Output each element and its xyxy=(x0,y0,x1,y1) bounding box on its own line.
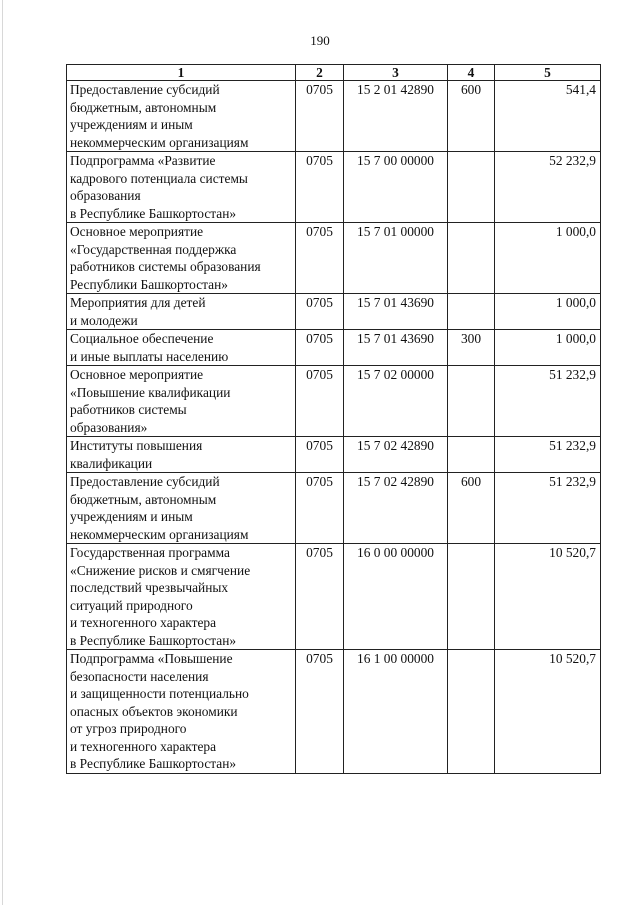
row-name-cell: Институты повышения квалификации xyxy=(67,437,296,473)
table-row xyxy=(67,294,601,330)
expense-type-cell xyxy=(448,152,495,223)
article-code-cell: 16 0 00 00000 xyxy=(344,544,448,650)
amount-cell: 1 000,0 xyxy=(495,330,601,366)
article-code-cell: 15 7 01 43690 xyxy=(344,330,448,366)
table-row xyxy=(67,81,601,152)
column-header-5: 5 xyxy=(495,65,601,81)
column-header-3: 3 xyxy=(344,65,448,81)
row-name-cell: Подпрограмма «Повышение безопасности населения и защищенности потенциально опасных объектов экономики от угроз природного и техногенного характера в Республике Башкортостан» xyxy=(67,650,296,774)
article-code-cell: 15 7 02 42890 xyxy=(344,473,448,544)
article-code-cell: 15 7 02 42890 xyxy=(344,437,448,473)
expense-type-cell xyxy=(448,366,495,437)
expense-type-cell xyxy=(448,544,495,650)
section-code-cell: 0705 xyxy=(296,223,344,294)
budget-table xyxy=(66,64,601,774)
table-row xyxy=(67,330,601,366)
expense-type-cell: 600 xyxy=(448,473,495,544)
table-row xyxy=(67,650,601,774)
row-name-cell: Социальное обеспечение и иные выплаты населению xyxy=(67,330,296,366)
article-code-cell: 15 2 01 42890 xyxy=(344,81,448,152)
table-row xyxy=(67,152,601,223)
section-code-cell: 0705 xyxy=(296,473,344,544)
expense-type-cell xyxy=(448,294,495,330)
table-row xyxy=(67,544,601,650)
amount-cell: 51 232,9 xyxy=(495,437,601,473)
amount-cell: 10 520,7 xyxy=(495,544,601,650)
scan-edge-line xyxy=(2,0,3,905)
article-code-cell: 15 7 02 00000 xyxy=(344,366,448,437)
expense-type-cell xyxy=(448,437,495,473)
section-code-cell: 0705 xyxy=(296,366,344,437)
article-code-cell: 15 7 00 00000 xyxy=(344,152,448,223)
table-row xyxy=(67,473,601,544)
table-row xyxy=(67,223,601,294)
amount-cell: 51 232,9 xyxy=(495,473,601,544)
row-name-cell: Государственная программа «Снижение рисков и смягчение последствий чрезвычайных ситуаций природного и техногенного характера в Республике Башкортостан» xyxy=(67,544,296,650)
table-row xyxy=(67,366,601,437)
section-code-cell: 0705 xyxy=(296,294,344,330)
article-code-cell: 16 1 00 00000 xyxy=(344,650,448,774)
column-header-1: 1 xyxy=(67,65,296,81)
amount-cell: 1 000,0 xyxy=(495,294,601,330)
expense-type-cell: 600 xyxy=(448,81,495,152)
amount-cell: 541,4 xyxy=(495,81,601,152)
row-name-cell: Предоставление субсидий бюджетным, автономным учреждениям и иным некоммерческим организациям xyxy=(67,81,296,152)
section-code-cell: 0705 xyxy=(296,650,344,774)
column-header-2: 2 xyxy=(296,65,344,81)
amount-cell: 1 000,0 xyxy=(495,223,601,294)
table-row xyxy=(67,437,601,473)
row-name-cell: Подпрограмма «Развитие кадрового потенциала системы образования в Республике Башкортостан» xyxy=(67,152,296,223)
amount-cell: 10 520,7 xyxy=(495,650,601,774)
page-number: 190 xyxy=(310,33,330,48)
expense-type-cell: 300 xyxy=(448,330,495,366)
expense-type-cell xyxy=(448,650,495,774)
amount-cell: 51 232,9 xyxy=(495,366,601,437)
table-header-row xyxy=(67,65,601,81)
row-name-cell: Предоставление субсидий бюджетным, автономным учреждениям и иным некоммерческим организациям xyxy=(67,473,296,544)
expense-type-cell xyxy=(448,223,495,294)
amount-cell: 52 232,9 xyxy=(495,152,601,223)
section-code-cell: 0705 xyxy=(296,81,344,152)
section-code-cell: 0705 xyxy=(296,437,344,473)
row-name-cell: Основное мероприятие «Повышение квалификации работников системы образования» xyxy=(67,366,296,437)
row-name-cell: Основное мероприятие «Государственная поддержка работников системы образования Республики Башкортостан» xyxy=(67,223,296,294)
row-name-cell: Мероприятия для детей и молодежи xyxy=(67,294,296,330)
article-code-cell: 15 7 01 43690 xyxy=(344,294,448,330)
section-code-cell: 0705 xyxy=(296,330,344,366)
column-header-4: 4 xyxy=(448,65,495,81)
section-code-cell: 0705 xyxy=(296,544,344,650)
section-code-cell: 0705 xyxy=(296,152,344,223)
article-code-cell: 15 7 01 00000 xyxy=(344,223,448,294)
